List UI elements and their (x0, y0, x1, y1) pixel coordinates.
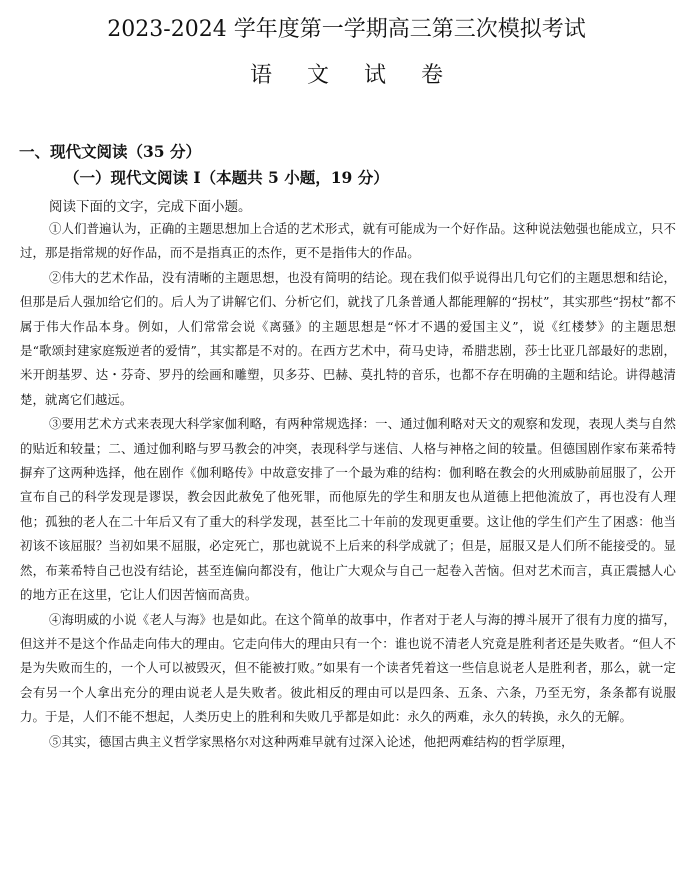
passage-paragraph-4: ④海明威的小说《老人与海》也是如此。在这个简单的故事中，作者对于老人与海的搏斗展开了很有力度的描写，但这并不是这个作品走向伟大的理由。它走向伟大的理由只有一个：谁也说不清老人究竟是胜利者还是失败者。“但人不是为失败而生的，一个人可以被毁灭，但不能被打败。”如果有一个读者凭着这一些信息说老人是胜利者，那么，就一定会有另一个人拿出充分的理由说老人是失败者。彼此相反的理由可以是四条、五条、六条，乃至无穷，条条都有说服力。于是，人们不能不想起，人类历史上的胜利和失败几乎都是如此：永久的两难，永久的转换，永久的无解。 (20, 611, 676, 725)
passage-paragraph-1: ①人们普遍认为，正确的主题思想加上合适的艺术形式，就有可能成为一个好作品。这种说法勉强也能成立，只不过，那是指常规的好作品，而不是指真正的杰作，更不是指伟大的作品。 (20, 221, 676, 261)
exam-title: 2023-2024 学年度第一学期高三第三次模拟考试 (107, 17, 586, 42)
section-heading: 一、现代文阅读（35 分） (19, 142, 201, 161)
passage-paragraph-2: ②伟大的艺术作品，没有清晰的主题思想，也没有简明的结论。现在我们似乎说得出几句它们的主题思想和结论，但那是后人强加给它们的。后人为了讲解它们、分析它们，就找了几条普通人都能理解的“拐杖”，其实那些“拐杖”都不属于伟大作品本身。例如，人们常常会说《离骚》的主题思想是“怀才不遇的爱国主义”，说《红楼梦》的主题思想是“歌颂封建家庭叛逆者的爱情”，其实都是不对的。在西方艺术中，荷马史诗，希腊悲剧，莎士比亚几部最好的悲剧，米开朗基罗、达・芬奇、罗丹的绘画和雕塑，贝多芬、巴赫、莫扎特的音乐，也都不存在明确的主题和结论。讲得越清楚，就离它们越远。 (20, 269, 676, 407)
subsection-heading: （一）现代文阅读 I（本题共 5 小题，19 分） (64, 168, 389, 187)
exam-subtitle: 语 文 试 卷 (250, 63, 457, 88)
reading-passage (20, 217, 676, 754)
passage-paragraph-5: ⑤其实，德国古典主义哲学家黑格尔对这种两难早就有过深入论述，他把两难结构的哲学原理， (49, 733, 574, 749)
reading-instruction: 阅读下面的文字，完成下面小题。 (49, 199, 252, 215)
passage-paragraph-3: ③要用艺术方式来表现大科学家伽利略，有两种常规选择：一、通过伽利略对天文的观察和发现，表现人类与自然的贴近和较量；二、通过伽利略与罗马教会的冲突，表现科学与迷信、人格与神格之间的较量。但德国剧作家布莱希特摒弃了这两种选择，他在剧作《伽利略传》中故意安排了一个最为难的结构：伽利略在教会的火刑威胁前屈服了，公开宣布自己的科学发现是谬误，教会因此赦免了他死罪，而他原先的学生和朋友也从道德上把他流放了，再也没有人理他；孤独的老人在二十年后又有了重大的科学发现，甚至比二十年前的发现更重要。这让他的学生们产生了困惑：他当初该不该屈服？当初如果不屈服，必定死亡，那也就说不上后来的科学成就了；但是，屈服又是人们所不能接受的。显然，布莱希特自己也没有结论，甚至连偏向都没有，他让广大观众与自己一起卷入苦恼。但对艺术而言，真正震撼人心的地方正在这里，它让人们因苦恼而高贵。 (20, 416, 676, 603)
